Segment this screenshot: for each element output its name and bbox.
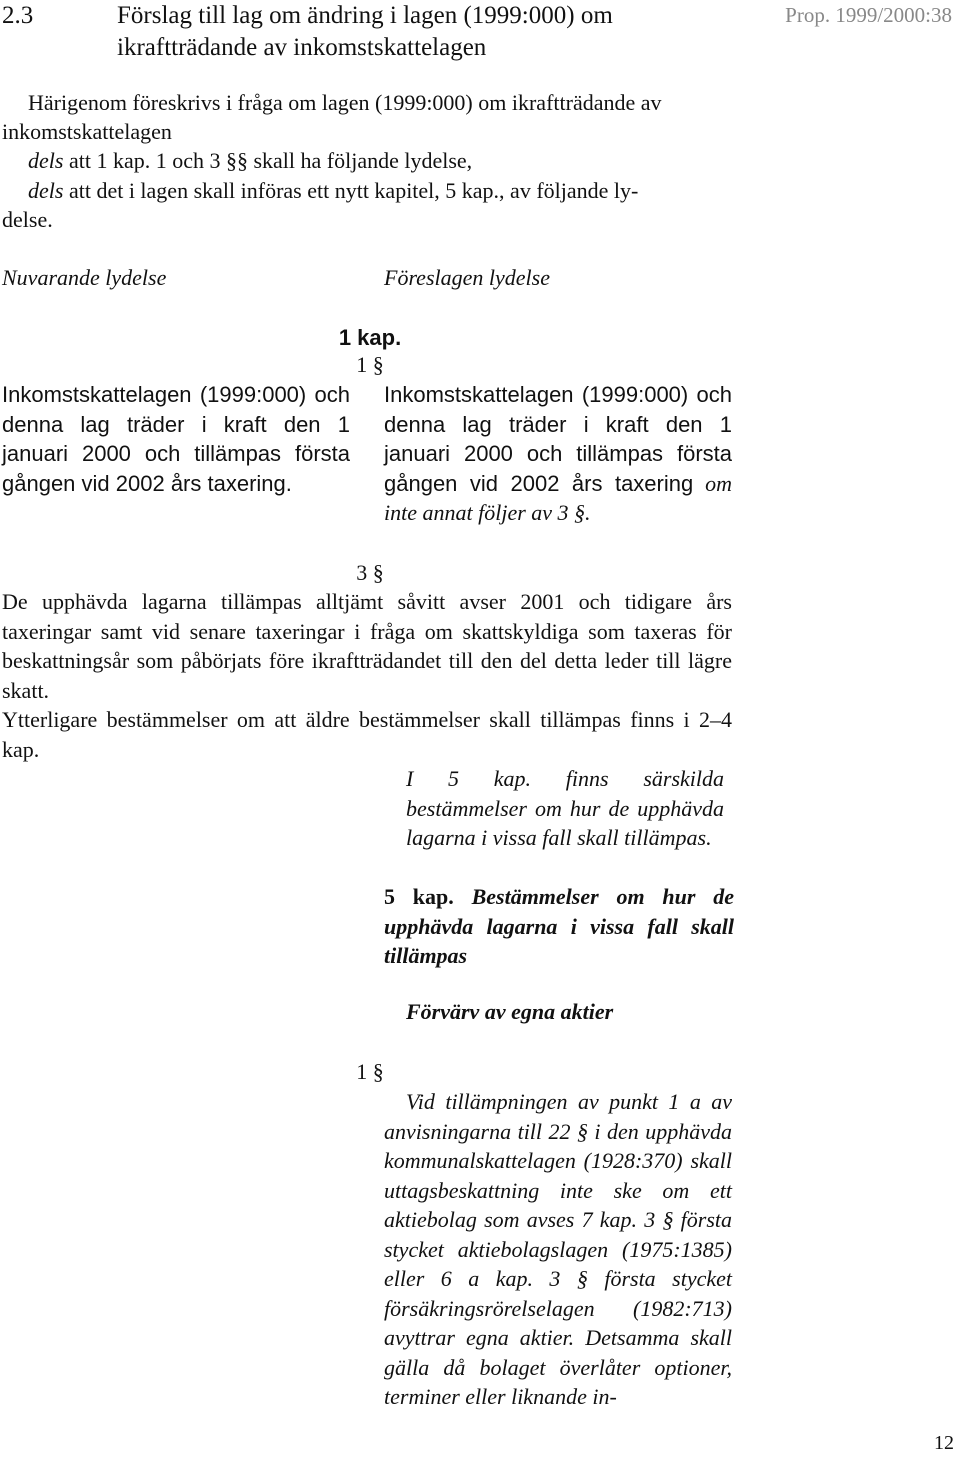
section-3-paragraph-2: Ytterligare bestämmelser om att äldre bestämmelser skall tillämpas finns i 2–4 kap. [2, 707, 732, 762]
intro-line-5: delse. [2, 207, 53, 232]
section-3-label: 3 § [356, 560, 384, 585]
page-number: 12 [934, 1432, 954, 1454]
chapter-5-section-1-label: 1 § [356, 1059, 384, 1084]
chapter-5-heading [384, 882, 734, 971]
intro-line-1: Härigenom föreskrivs i fråga om lagen (1999:000) om ikraftträdande av [28, 90, 662, 115]
current-section-1-text: Inkomstskattelagen (1999:000) och denna lag träder i kraft den 1 januari 2000 och tillämpas första gången vid 2002 års taxering. [2, 382, 350, 496]
proposed-wording-heading: Föreslagen lydelse [384, 265, 550, 290]
proposed-section-1-main: Inkomstskattelagen (1999:000) och denna lag träder i kraft den 1 januari 2000 och tillämpas första gången vid 2002 års taxering [384, 382, 732, 496]
intro-dels-2: dels [28, 178, 64, 203]
intro-line-3 [28, 146, 748, 176]
chapter-1-heading: 1 kap. [338, 325, 402, 350]
section-3-proposed-note: I 5 kap. finns särskilda bestämmelser om hur de upphävda lagarna i vissa fall skall tillämpas. [406, 766, 724, 850]
intro-line-4 [28, 176, 748, 206]
chapter-5-label: 5 kap. [384, 884, 454, 909]
chapter-1-section-1-label: 1 § [356, 352, 384, 377]
proposition-reference: Prop. 1999/2000:38 [785, 3, 952, 27]
current-wording-heading: Nuvarande lydelse [2, 265, 167, 290]
chapter-5-title: Bestämmelser om hur de upphävda lagarna i vissa fall skall tillämpas [384, 884, 734, 968]
section-number: 2.3 [2, 2, 34, 29]
intro-line-2: inkomstskattelagen [2, 119, 172, 144]
section-title: Förslag till lag om ändring i lagen (1999:000) om ikraftträdande av inkomstskattelagen [117, 2, 613, 61]
intro-dels-1: dels [28, 148, 64, 173]
intro-line-3-rest: att 1 kap. 1 och 3 §§ skall ha följande lydelse, [63, 148, 473, 173]
chapter-5-section-1-text: Vid tillämpningen av punkt 1 a av anvisningarna till 22 § i den upphävda kommunalskattelagen (1928:370) skall uttagsbeskattning inte ske om ett aktiebolag som avses 7 kap. 3 § första stycket aktiebolagslagen (1975:1385) eller 6 a kap. 3 § första stycket försäkringsrörelselagen (1982:713) avyttrar egna aktier. Detsamma skall gälla då bolaget överlåter optioner, terminer eller liknande in- [384, 1089, 732, 1409]
proposed-section-1-addition: om inte annat följer av 3 §. [384, 470, 732, 525]
section-3-paragraph-1: De upphävda lagarna tillämpas alltjämt såvitt avser 2001 och tidigare års taxeringar samt vid senare taxeringar i fråga om skattskyldiga som taxeras för beskattningsår som påbörjats före ikraftträdandet till den del detta leder till lägre skatt. [2, 589, 732, 703]
proposed-section-1-text [384, 380, 732, 528]
chapter-5-subheading: Förvärv av egna aktier [406, 999, 614, 1024]
intro-line-4-rest: att det i lagen skall införas ett nytt kapitel, 5 kap., av följande ly- [63, 178, 639, 203]
